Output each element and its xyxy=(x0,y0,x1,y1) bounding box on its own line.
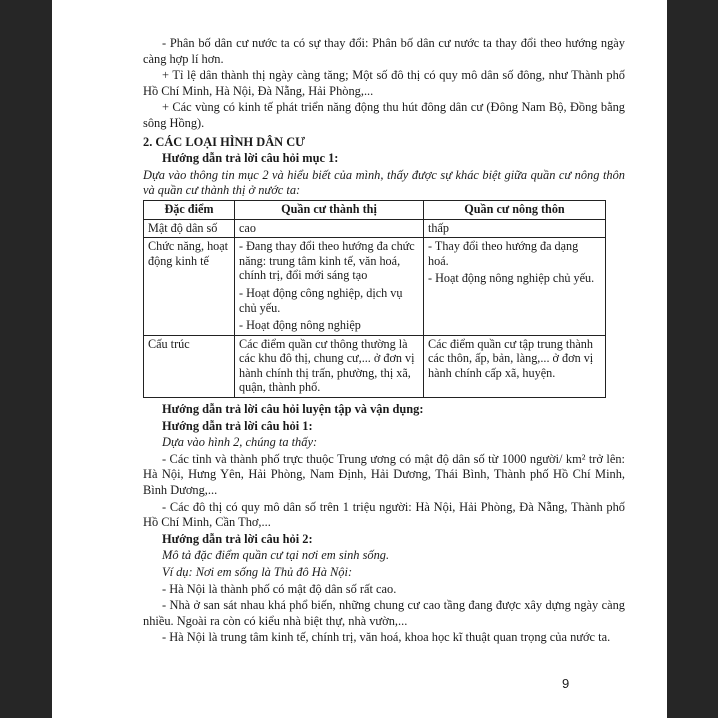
q2-answer-a: - Hà Nội là thành phố có mật độ dân số rất cao. xyxy=(162,581,397,596)
intro-paragraph-1: - Phân bố dân cư nước ta có sự thay đổi: Phân bố dân cư nước ta thay đổi theo hướng ngày càng hợp lí hơn. xyxy=(143,36,625,66)
document-page xyxy=(52,0,667,718)
q1-title: Hướng dẫn trả lời câu hỏi 1: xyxy=(162,418,313,433)
row3-rural: Các điểm quần cư tập trung thành các thôn, ấp, bản, làng,... ở đơn vị hành chính cấp xã, huyện. xyxy=(424,335,606,397)
table-row xyxy=(144,238,606,336)
section-2-title: 2. CÁC LOẠI HÌNH DÂN CƯ xyxy=(143,134,305,149)
practice-title: Hướng dẫn trả lời câu hỏi luyện tập và vận dụng: xyxy=(162,402,424,417)
q2-title: Hướng dẫn trả lời câu hỏi 2: xyxy=(162,531,313,546)
table-row xyxy=(144,335,606,397)
row1-feature: Mật độ dân số xyxy=(144,219,235,238)
q1-italic: Dựa vào hình 2, chúng ta thấy: xyxy=(162,435,318,450)
right-margin-bar xyxy=(667,0,718,718)
row2-rural-item-1: - Thay đổi theo hướng đa dạng hoá. xyxy=(428,239,579,268)
q2-italic-2: Ví dụ: Nơi em sống là Thủ đô Hà Nội: xyxy=(162,565,353,579)
row2-rural xyxy=(424,238,606,336)
table-header-row xyxy=(144,200,606,219)
row2-urban xyxy=(235,238,424,336)
section-2-guide: Hướng dẫn trả lời câu hỏi mục 1: xyxy=(162,151,339,166)
page-content xyxy=(143,36,625,647)
q2-answer-c: - Hà Nội là trung tâm kinh tế, chính trị, văn hoá, khoa học kĩ thuật quan trọng của nước ta. xyxy=(162,630,611,645)
row2-rural-item-2: - Hoạt động nông nghiệp chủ yếu. xyxy=(428,271,595,286)
row3-feature: Cấu trúc xyxy=(144,335,235,397)
row2-feature: Chức năng, hoạt động kinh tế xyxy=(144,238,235,336)
header-rural: Quần cư nông thôn xyxy=(424,200,606,219)
q1-answer-b: - Các đô thị có quy mô dân số trên 1 triệu người: Hà Nội, Hải Phòng, Đà Nẵng, Thành phố Hồ Chí Minh, Cần Thơ,... xyxy=(143,499,625,530)
q2-answer-b: - Nhà ở san sát nhau khá phổ biến, những chung cư cao tầng đang được xây dựng ngày càng nhiều. Ngoài ra còn có kiểu nhà biệt thự, nhà vườn,... xyxy=(143,598,625,628)
row2-urban-item-3: - Hoạt động nông nghiệp xyxy=(239,318,361,333)
q2-italic-1: Mô tả đặc điểm quần cư tại nơi em sinh sống. xyxy=(162,548,390,563)
page-number: 9 xyxy=(562,676,570,691)
intro-paragraph-2: + Tỉ lệ dân thành thị ngày càng tăng; Một số đô thị có quy mô dân số đông, như Thành phố Hồ Chí Minh, Hà Nội, Đà Nẵng, Hải Phòng,... xyxy=(143,68,625,98)
row2-urban-item-2: - Hoạt động công nghiệp, dịch vụ chủ yếu. xyxy=(239,285,403,315)
q1-answer-a: - Các tỉnh và thành phố trực thuộc Trung ương có mật độ dân số từ 1000 người/ km² trở lên: Hà Nội, Hưng Yên, Hải Phòng, Nam Định, Hải Dương, Thái Bình, Thành phố Hồ Chí Minh, Bình Dương,... xyxy=(143,451,625,498)
row3-urban: Các điểm quần cư thông thường là các khu đô thị, chung cư,... ở đơn vị hành chính thị trấn, phường, thị xã, quận, thành phố. xyxy=(235,335,424,397)
row1-rural: thấp xyxy=(424,219,606,238)
section-2-italic: Dựa vào thông tin mục 2 và hiểu biết của mình, thấy được sự khác biệt giữa quần cư nông thôn và quần cư thành thị ở nước ta: xyxy=(143,167,625,198)
comparison-table xyxy=(143,200,606,398)
row2-urban-item-1: - Đang thay đổi theo hướng đa chức năng: trung tâm kinh tế, văn hoá, chính trị, đổi mới sáng tạo xyxy=(239,239,415,283)
row1-urban: cao xyxy=(235,219,424,238)
intro-paragraph-3: + Các vùng có kinh tế phát triển năng động thu hút đông dân cư (Đông Nam Bộ, Đồng bằng sông Hồng). xyxy=(143,100,625,130)
header-feature: Đặc điểm xyxy=(144,200,235,219)
left-margin-bar xyxy=(0,0,52,718)
table-row xyxy=(144,219,606,238)
header-urban: Quần cư thành thị xyxy=(235,200,424,219)
